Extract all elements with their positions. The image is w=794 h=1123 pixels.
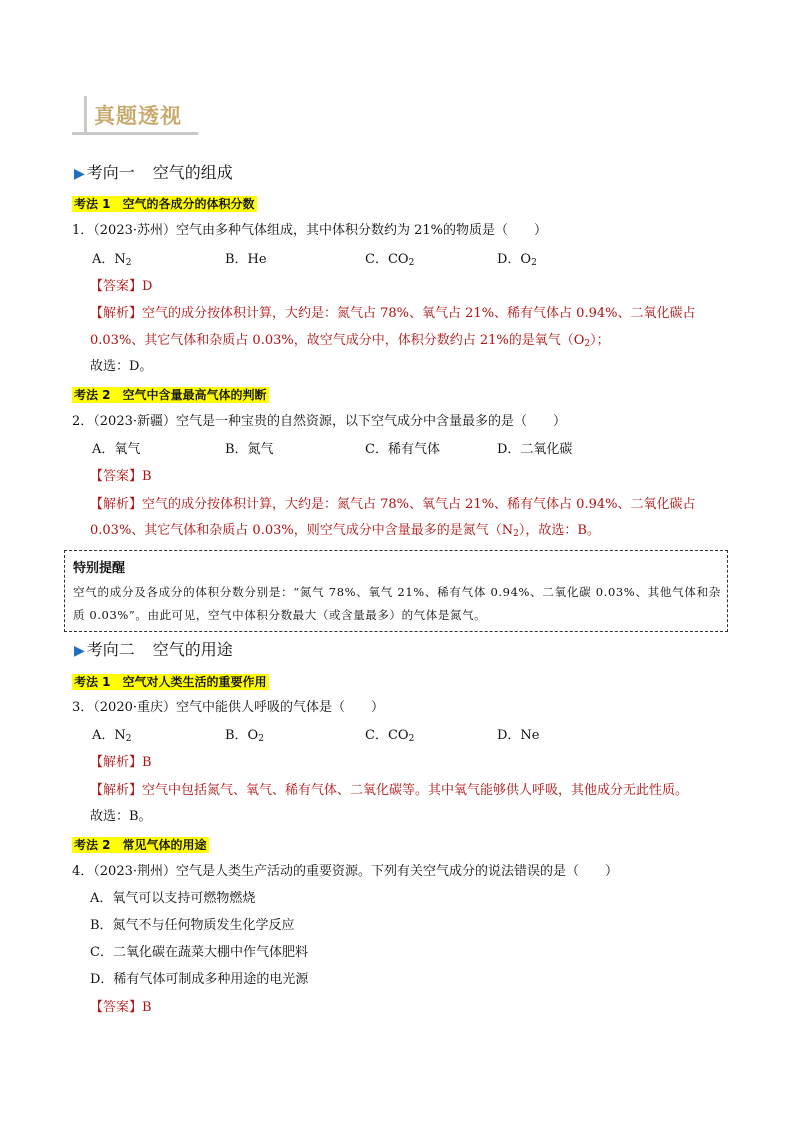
direction-label: 考向二 bbox=[86, 640, 135, 659]
question-3-stem: 3．（2020·重庆）空气中能供人呼吸的气体是（ ） bbox=[72, 700, 384, 715]
q4-option-d: D．稀有气体可制成多种用途的电光源 bbox=[90, 972, 309, 987]
q1-analysis-line-2: 0.03%、其它气体和杂质占 0.03%，故空气成分中，体积分数约占 21%的是氧气$(O_2)$； bbox=[90, 333, 610, 349]
q1-option-b: B．He bbox=[225, 252, 267, 267]
method-tag-2: 考法 2 空气中含量最高气体的判断 bbox=[74, 388, 267, 402]
q2-analysis-line-1: 【解析】空气的成分按体积计算，大约是：氮气占 78%、氧气占 21%、稀有气体占 0.94%、二氧化碳占 bbox=[90, 497, 696, 512]
q4-option-a: A．氧气可以支持可燃物燃烧 bbox=[90, 891, 256, 906]
banner-title: 真题透视 bbox=[94, 104, 182, 128]
q4-option-c: C．二氧化碳在蔬菜大棚中作气体肥料 bbox=[90, 945, 308, 960]
question-1-stem: 1．（2023·苏州）空气由多种气体组成，其中体积分数约为 21%的物质是（ ） bbox=[72, 223, 548, 238]
question-4-stem: 4．（2023·荆州）空气是人类生产活动的重要资源。下列有关空气成分的说法错误的是（ ） bbox=[72, 864, 618, 879]
q2-option-b: B．氮气 bbox=[225, 442, 274, 457]
q1-answer: 【答案】D bbox=[90, 279, 153, 294]
q4-option-b: B．氮气不与任何物质发生化学反应 bbox=[90, 918, 295, 933]
triangle-right-icon: ▶ bbox=[74, 643, 85, 659]
method-tag-4: 考法 2 常见气体的用途 bbox=[74, 838, 207, 852]
direction-name: 空气的组成 bbox=[152, 163, 233, 182]
q1-conclusion: 故选：D。 bbox=[90, 359, 153, 374]
direction-heading-1 bbox=[74, 160, 233, 183]
reminder-heading: 特别提醒 bbox=[73, 561, 126, 576]
q3-option-d: D．Ne bbox=[497, 728, 540, 743]
q1-analysis-line-1: 【解析】空气的成分按体积计算，大约是：氮气占 78%、氧气占 21%、稀有气体占 0.94%、二氧化碳占 bbox=[90, 306, 696, 321]
q2-option-a: A．氧气 bbox=[92, 442, 141, 457]
triangle-right-icon: ▶ bbox=[74, 166, 85, 182]
direction-label: 考向一 bbox=[86, 163, 135, 182]
question-2-stem: 2．（2023·新疆）空气是一种宝贵的自然资源，以下空气成分中含量最多的是（ ） bbox=[72, 414, 566, 429]
q2-option-d: D．二氧化碳 bbox=[497, 442, 573, 457]
q2-option-c: C．稀有气体 bbox=[365, 442, 440, 457]
q3-analysis: 【解析】空气中包括氮气、氧气、稀有气体、二氧化碳等。其中氧气能够供人呼吸，其他成分无此性质。 bbox=[90, 783, 689, 798]
section-banner bbox=[72, 96, 202, 138]
q3-answer: 【解析】B bbox=[90, 755, 152, 770]
reminder-body: 空气的成分及各成分的体积分数分别是：“氮气 78%、氧气 21%、稀有气体 0.94%、二氧化碳 0.03%、其他气体和杂质 0.03%”。由此可见，空气中体积分数最大（或含量最多）的气体是氮气。 bbox=[73, 585, 721, 622]
method-tag-3: 考法 1 空气对人类生活的重要作用 bbox=[74, 675, 267, 689]
q3-option-b: B．$O_2$ bbox=[225, 728, 264, 744]
q1-option-c: C．$CO_2$ bbox=[365, 252, 415, 268]
banner-bracket-vertical bbox=[84, 96, 87, 134]
q4-answer: 【答案】B bbox=[90, 1000, 152, 1015]
q3-option-a: A．$N_2$ bbox=[92, 728, 132, 744]
q1-option-a: A．$N_2$ bbox=[92, 252, 132, 268]
method-tag-1: 考法 1 空气的各成分的体积分数 bbox=[74, 197, 255, 211]
banner-bracket-horizontal bbox=[72, 132, 198, 135]
q1-option-d: D．$O_2$ bbox=[497, 252, 537, 268]
q3-conclusion: 故选：B。 bbox=[90, 809, 152, 824]
q2-answer: 【答案】B bbox=[90, 469, 152, 484]
direction-name: 空气的用途 bbox=[152, 640, 233, 659]
direction-heading-2 bbox=[74, 637, 233, 660]
q3-option-c: C．$CO_2$ bbox=[365, 728, 415, 744]
special-reminder-box bbox=[64, 550, 728, 632]
q2-analysis-line-2: 0.03%、其它气体和杂质占 0.03%，则空气成分中含量最多的是氮气$(N_2)$，故选：B。 bbox=[90, 523, 600, 539]
